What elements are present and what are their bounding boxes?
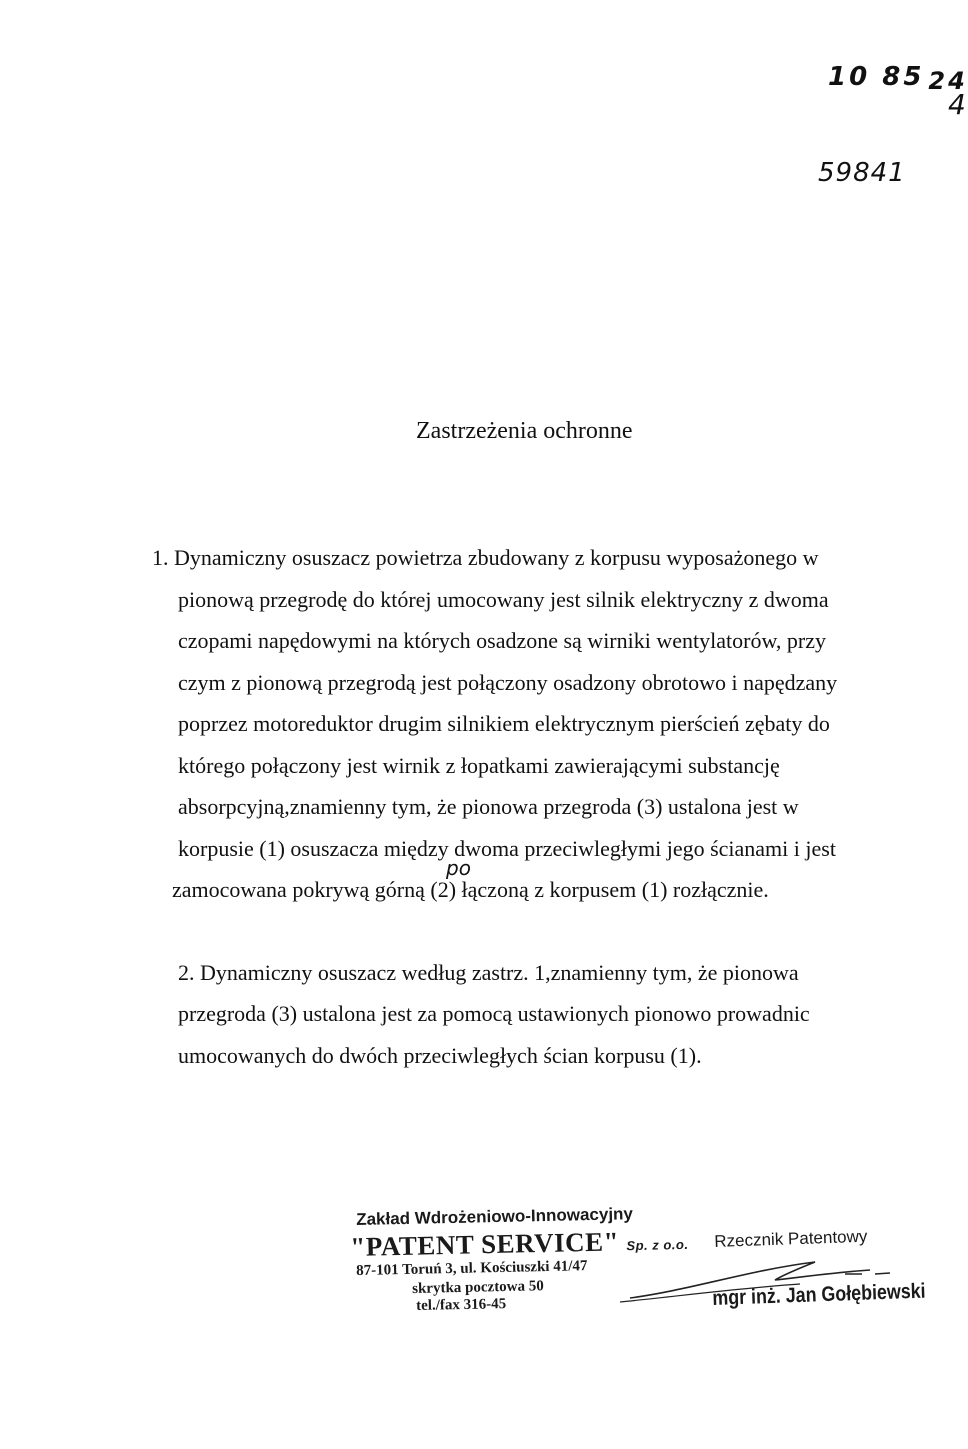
stamp-address: 87-101 Toruń 3, ul. Kościuszki 41/47: [356, 1258, 588, 1279]
claim-line: którego połączony jest wirnik z łopatkami zawierającymi substancję: [178, 753, 780, 778]
claim-line: czopami napędowymi na których osadzone są wirniki wentylatorów, przy: [178, 628, 826, 653]
signature-icon: [600, 1240, 900, 1310]
claim-line: korpusie (1) osuszacza między dwoma przeciwległymi jego ścianami i jest: [178, 836, 836, 861]
document-number-suffix: 24: [928, 67, 968, 95]
handwritten-note: 59841: [818, 158, 906, 188]
handwritten-mark: 4: [948, 88, 966, 121]
stamp-company-type: Zakład Wdrożeniowo-Innowacyjny: [356, 1204, 634, 1229]
document-number-main: 10 85: [828, 62, 925, 92]
stamp-name-text: "PATENT SERVICE": [350, 1226, 620, 1262]
claim-line: umocowanych do dwóch przeciwległych ścian korpusu (1).: [178, 1043, 702, 1068]
attorney-name: mgr inż. Jan Gołębiewski: [712, 1279, 926, 1310]
handwritten-insert: po: [446, 856, 471, 880]
stamp-suffix: Sp. z o.o.: [626, 1236, 689, 1254]
claim-line: poprzez motoreduktor drugim silnikiem elektrycznym pierścień zębaty do: [178, 711, 830, 736]
claim-line: przegroda (3) ustalona jest za pomocą ustawionych pionowo prowadnic: [178, 1001, 810, 1026]
document-number: [828, 62, 968, 95]
stamp-phone: tel./fax 316-45: [416, 1296, 507, 1314]
claim-line: pionową przegrodę do której umocowany jest silnik elektryczny z dwoma: [178, 587, 829, 612]
stamp-po-box: skrytka pocztowa 50: [412, 1278, 544, 1297]
claim-line: 1. Dynamiczny osuszacz powietrza zbudowany z korpusu wyposażonego w: [152, 545, 819, 570]
claim-line: czym z pionową przegrodą jest połączony osadzony obrotowo i napędzany: [178, 670, 838, 695]
attorney-title: Rzecznik Patentowy: [714, 1226, 868, 1251]
claim-line: 2. Dynamiczny osuszacz według zastrz. 1,znamienny tym, że pionowa: [178, 960, 799, 985]
page-title: Zastrzeżenia ochronne: [416, 418, 633, 444]
claim-line: zamocowana pokrywą górną (2) łączoną z korpusem (1) rozłącznie.: [172, 877, 769, 902]
claim-line: absorpcyjną,znamienny tym, że pionowa przegroda (3) ustalona jest w: [178, 794, 799, 819]
